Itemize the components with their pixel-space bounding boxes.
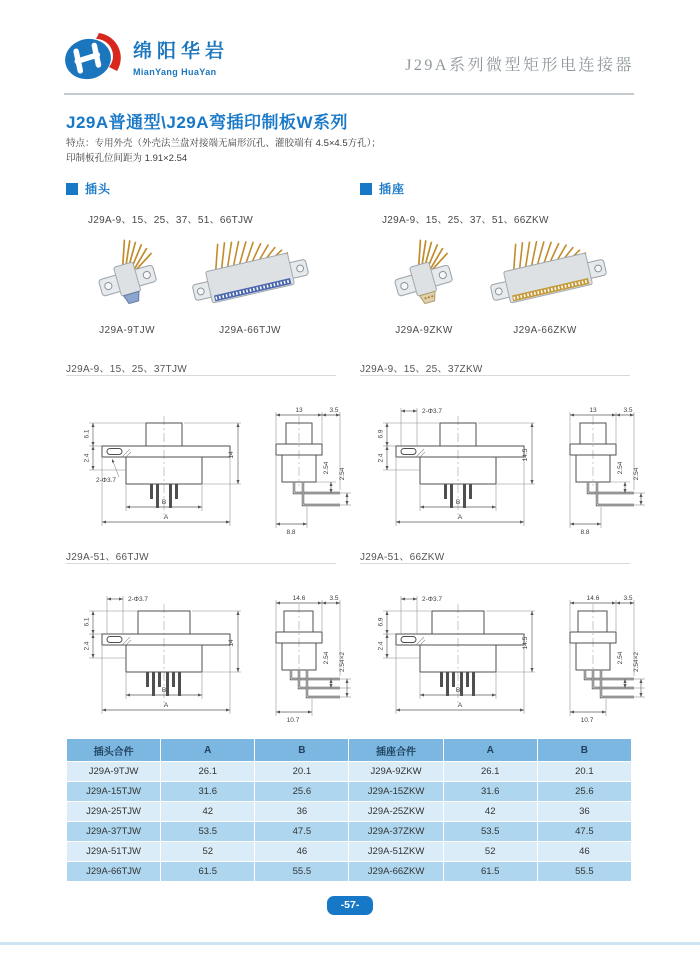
product-label: J29A-66ZKW (513, 325, 577, 336)
drawing-title: J29A-9、15、25、37TJW (66, 364, 188, 375)
table-cell: 31.6 (443, 782, 537, 802)
svg-text:A: A (457, 702, 463, 709)
table-cell: 52 (161, 842, 255, 862)
svg-text:6.9: 6.9 (377, 617, 385, 627)
table-cell: J29A-25TJW (67, 802, 161, 822)
svg-text:10.7: 10.7 (286, 717, 300, 724)
svg-text:2.4: 2.4 (83, 453, 91, 463)
table-cell: 26.1 (443, 762, 537, 782)
drawing-title: J29A-51、66ZKW (360, 552, 445, 563)
svg-text:2-Φ3.7: 2-Φ3.7 (422, 596, 443, 603)
svg-text:2.54: 2.54 (323, 461, 330, 475)
svg-text:2.54: 2.54 (617, 651, 624, 665)
product-label: J29A-9ZKW (395, 325, 453, 336)
logo (64, 30, 229, 84)
table-cell: 61.5 (161, 862, 255, 882)
table-cell: 26.1 (161, 762, 255, 782)
drawing-j29a-51-66zkw (356, 574, 650, 726)
table-cell: J29A-66TJW (67, 862, 161, 882)
table-cell: J29A-15TJW (67, 782, 161, 802)
feature-line-2: 印制板孔位间距为 1.91×2.54 (66, 153, 188, 164)
company-logo-icon (64, 30, 124, 84)
section-socket-label: 插座 (379, 182, 406, 196)
table-header-cell: A (443, 739, 537, 762)
dimension-table (66, 738, 632, 882)
table-cell: 52 (443, 842, 537, 862)
divider (360, 375, 630, 376)
svg-text:A: A (457, 514, 463, 521)
drawing-j29a-9-37zkw (356, 386, 650, 538)
svg-text:2.54: 2.54 (323, 651, 330, 665)
header-divider (64, 93, 634, 95)
svg-text:3.5: 3.5 (329, 595, 339, 602)
feature-line-1: 特点：专用外壳（外壳法兰盘对接端无扁形沉孔、灌胶端有 4.5×4.5方孔）； (66, 138, 381, 149)
svg-text:2.54: 2.54 (339, 467, 346, 481)
section-plug (66, 180, 111, 197)
product-image-large-socket (486, 234, 610, 322)
table-cell: 20.1 (255, 762, 349, 782)
svg-text:14.6: 14.6 (586, 595, 600, 602)
table-cell: 53.5 (443, 822, 537, 842)
svg-text:2.4: 2.4 (377, 641, 385, 651)
divider (66, 563, 336, 564)
table-cell: 47.5 (537, 822, 631, 842)
svg-text:14.6: 14.6 (292, 595, 306, 602)
table-header-cell: 插头合件 (67, 739, 161, 762)
table-header-cell: A (161, 739, 255, 762)
table-cell: 20.1 (537, 762, 631, 782)
table-cell: J29A-9ZKW (349, 762, 443, 782)
socket-models-list: J29A-9、15、25、37、51、66ZKW (382, 215, 549, 226)
plug-models-list: J29A-9、15、25、37、51、66TJW (88, 215, 254, 226)
svg-text:13: 13 (589, 407, 597, 414)
divider (360, 563, 630, 564)
product-image-small-socket (388, 236, 460, 322)
table-header-cell: B (255, 739, 349, 762)
drawing-title: J29A-9、15、25、37ZKW (360, 364, 483, 375)
table-header-cell: 插座合件 (349, 739, 443, 762)
svg-text:6.1: 6.1 (83, 429, 91, 439)
table-cell: 55.5 (537, 862, 631, 882)
drawing-j29a-51-66tjw (62, 574, 356, 726)
logo-text-en: MianYang HuaYan (133, 67, 217, 77)
table-cell: J29A-66ZKW (349, 862, 443, 882)
svg-text:B: B (455, 687, 461, 694)
svg-text:2.54: 2.54 (617, 461, 624, 475)
svg-text:14: 14 (228, 639, 235, 647)
table-cell: 31.6 (161, 782, 255, 802)
svg-text:2.54×2: 2.54×2 (339, 651, 346, 673)
blue-square-icon (360, 183, 372, 195)
table-row (67, 862, 632, 882)
svg-text:6.9: 6.9 (377, 429, 385, 439)
svg-text:10.7: 10.7 (580, 717, 594, 724)
drawing-j29a-9-37tjw (62, 386, 356, 538)
table-cell: J29A-15ZKW (349, 782, 443, 802)
section-socket (360, 180, 405, 197)
table-row (67, 842, 632, 862)
table-cell: 46 (255, 842, 349, 862)
svg-text:8.8: 8.8 (580, 529, 590, 536)
svg-text:B: B (161, 499, 167, 506)
svg-text:2-Φ3.7: 2-Φ3.7 (422, 408, 443, 415)
product-image-large-plug (188, 234, 312, 322)
drawing-title: J29A-51、66TJW (66, 552, 149, 563)
table-header-row (67, 739, 632, 762)
svg-text:3.5: 3.5 (329, 407, 339, 414)
product-image-small-plug (92, 236, 164, 322)
table-cell: 42 (161, 802, 255, 822)
svg-text:2.54: 2.54 (633, 467, 640, 481)
table-row (67, 782, 632, 802)
svg-text:2-Φ3.7: 2-Φ3.7 (96, 477, 117, 484)
table-cell: 25.6 (537, 782, 631, 802)
svg-text:3.5: 3.5 (623, 407, 633, 414)
product-label: J29A-9TJW (99, 325, 155, 336)
table-cell: 53.5 (161, 822, 255, 842)
table-cell: J29A-51ZKW (349, 842, 443, 862)
table-header-cell: B (537, 739, 631, 762)
svg-text:14.5: 14.5 (522, 448, 529, 462)
table-cell: 47.5 (255, 822, 349, 842)
table-cell: 42 (443, 802, 537, 822)
svg-text:8.8: 8.8 (286, 529, 296, 536)
svg-text:3.5: 3.5 (623, 595, 633, 602)
table-row (67, 822, 632, 842)
bottom-strip (0, 942, 700, 945)
svg-text:2-Φ3.7: 2-Φ3.7 (128, 596, 149, 603)
table-cell: 36 (537, 802, 631, 822)
table-cell: 25.6 (255, 782, 349, 802)
svg-text:14.5: 14.5 (522, 636, 529, 650)
table-cell: J29A-51TJW (67, 842, 161, 862)
svg-text:2.4: 2.4 (377, 453, 385, 463)
table-row (67, 802, 632, 822)
blue-square-icon (66, 183, 78, 195)
table-cell: J29A-25ZKW (349, 802, 443, 822)
table-cell: 55.5 (255, 862, 349, 882)
svg-text:2.4: 2.4 (83, 641, 91, 651)
document-series-title: J29A系列微型矩形电连接器 (405, 57, 634, 74)
table-row (67, 762, 632, 782)
product-label: J29A-66TJW (219, 325, 281, 336)
svg-text:B: B (161, 687, 167, 694)
table-cell: 36 (255, 802, 349, 822)
svg-text:13: 13 (295, 407, 303, 414)
table-cell: 46 (537, 842, 631, 862)
svg-text:2.54×2: 2.54×2 (633, 651, 640, 673)
table-cell: J29A-37ZKW (349, 822, 443, 842)
divider (66, 375, 336, 376)
table-cell: J29A-37TJW (67, 822, 161, 842)
page-title: J29A普通型\J29A弯插印制板W系列 (66, 113, 349, 132)
page-number-badge: -57- (327, 896, 373, 915)
section-plug-label: 插头 (85, 182, 112, 196)
svg-text:B: B (455, 499, 461, 506)
svg-text:A: A (163, 702, 169, 709)
svg-text:14: 14 (228, 451, 235, 459)
svg-text:A: A (163, 514, 169, 521)
table-cell: 61.5 (443, 862, 537, 882)
logo-text-cn: 绵阳华岩 (133, 41, 230, 62)
table-cell: J29A-9TJW (67, 762, 161, 782)
svg-text:6.1: 6.1 (83, 617, 91, 627)
